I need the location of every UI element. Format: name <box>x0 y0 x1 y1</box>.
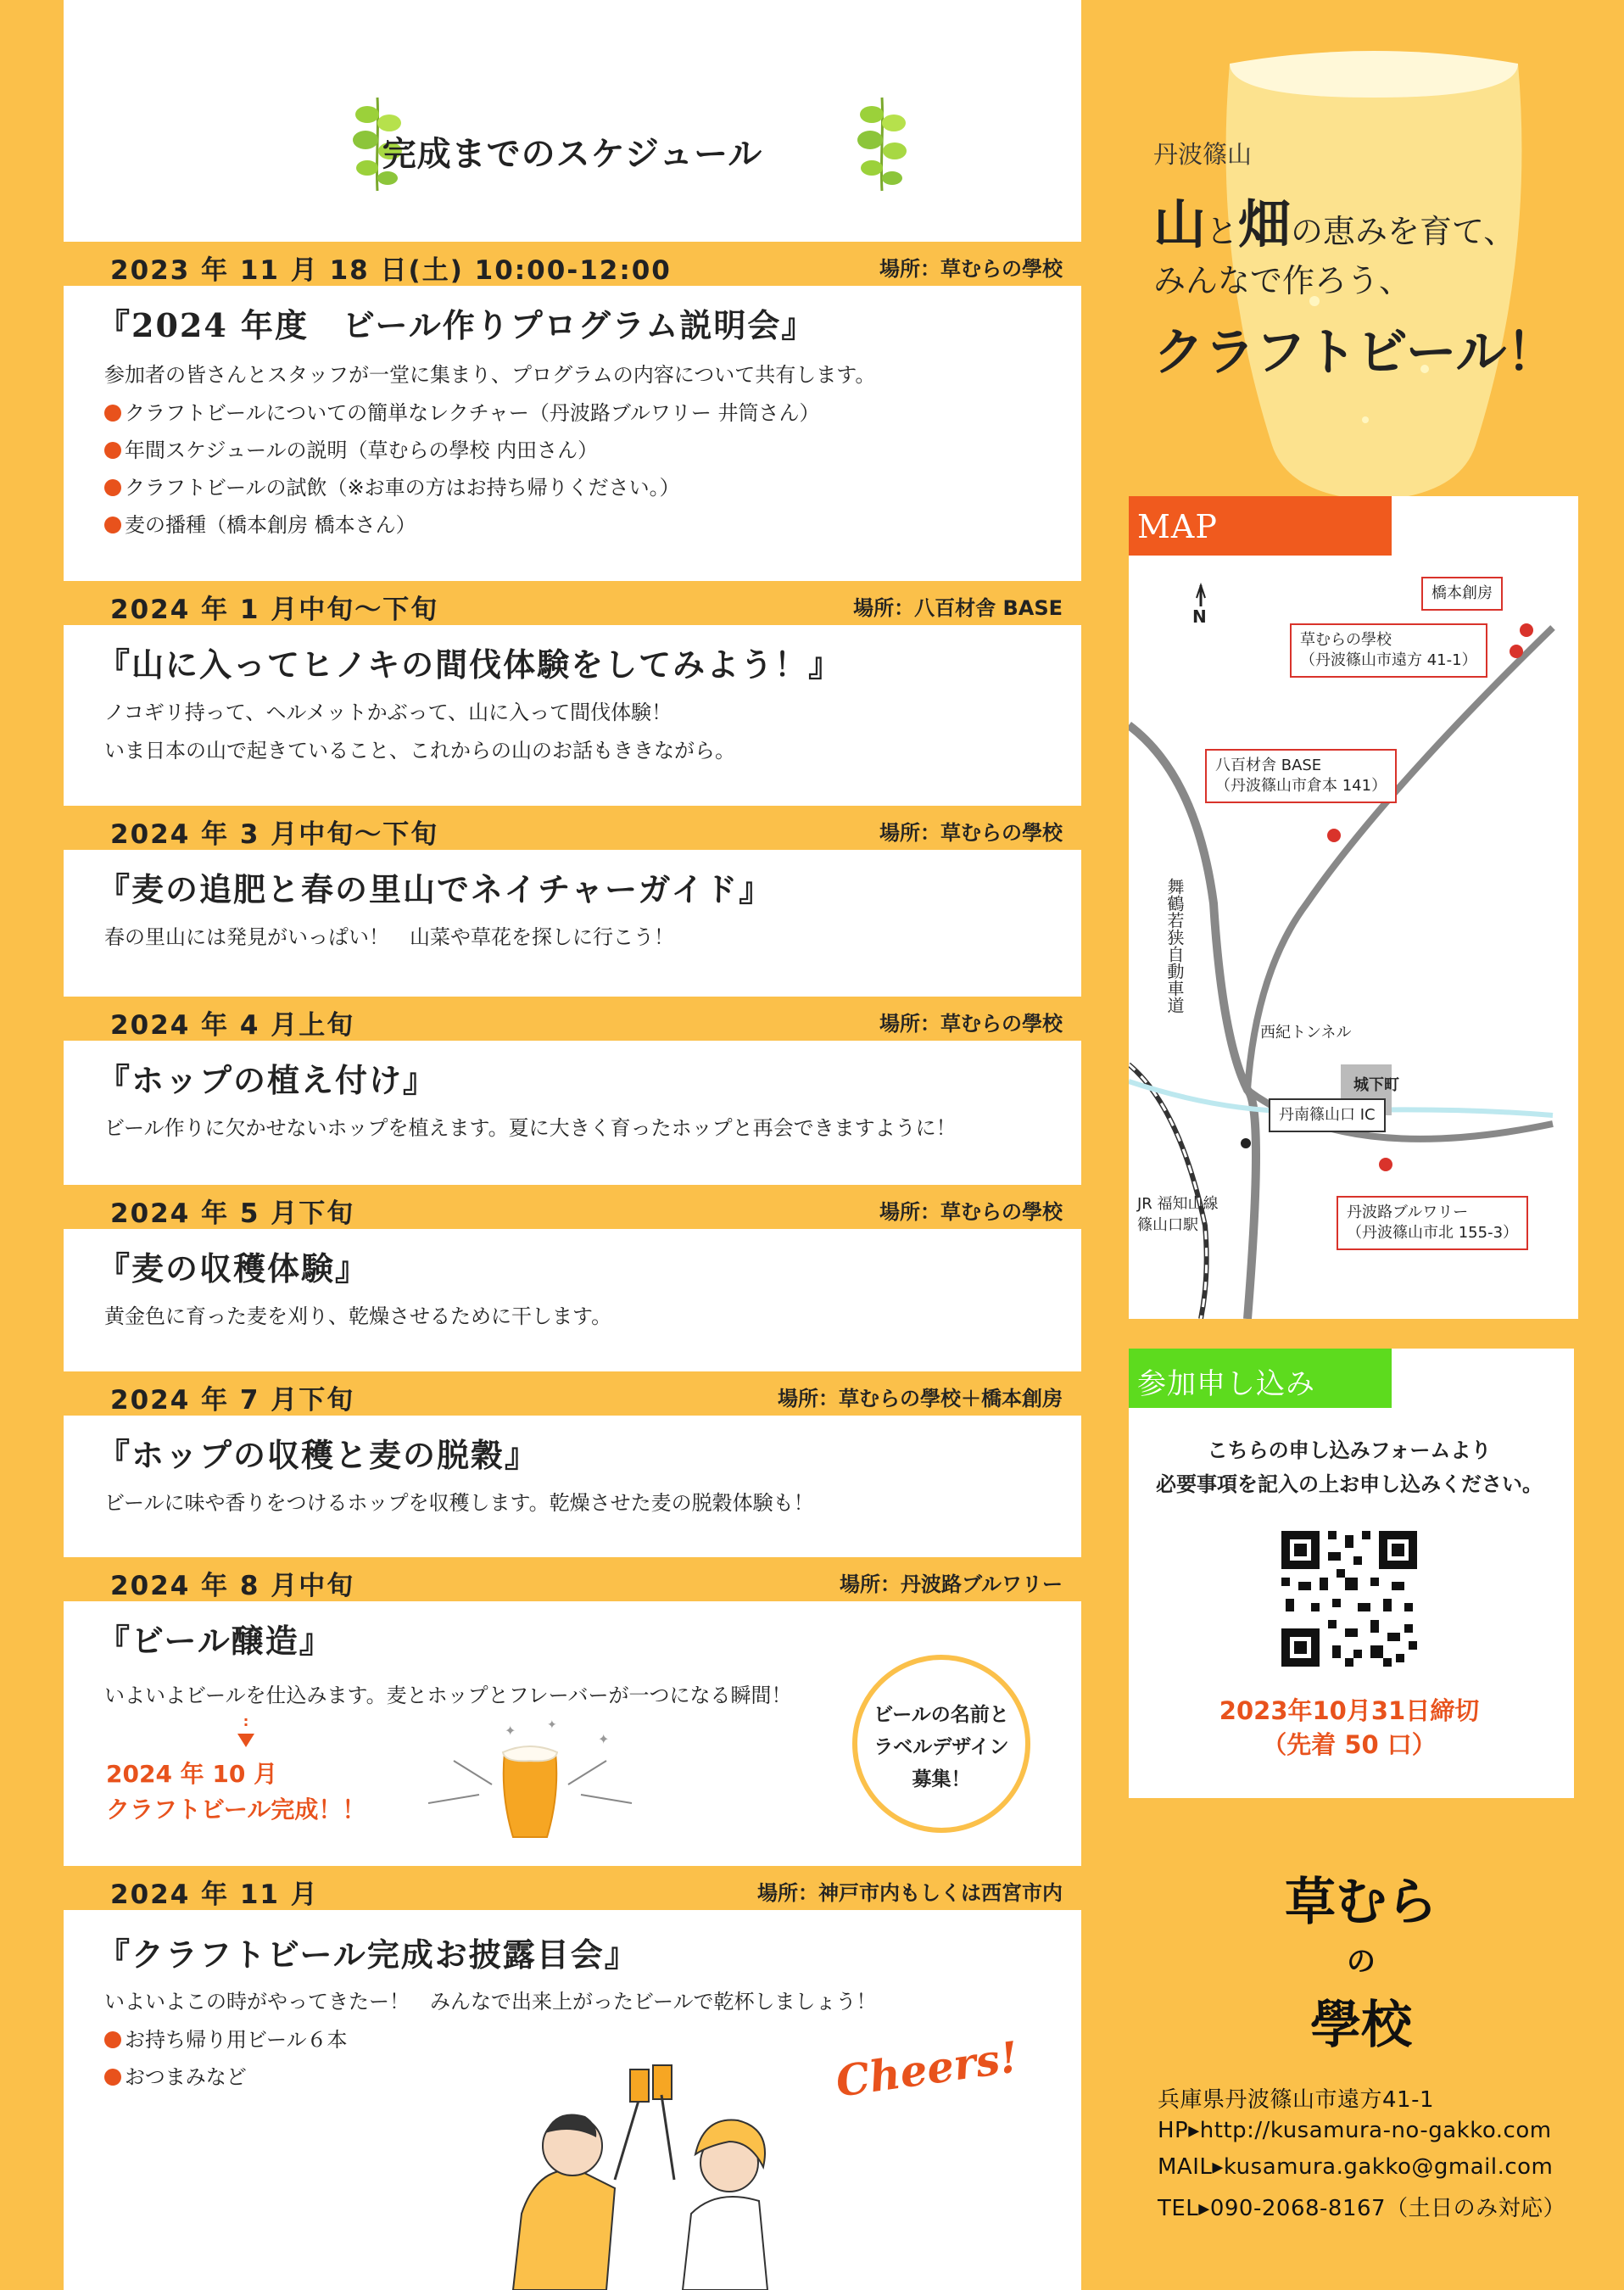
schedule-item <box>64 1557 1081 1863</box>
cheers-text: Cheers! <box>832 2031 1022 2107</box>
map-card <box>1129 496 1578 1319</box>
completion-date: 2024 年 10 月 <box>106 1760 278 1788</box>
map-pin-icon <box>1327 829 1341 842</box>
map-pin-icon <box>1510 645 1523 658</box>
circle-line: 募集！ <box>912 1768 971 1790</box>
bullet-item: おつまみなど <box>104 2060 247 2090</box>
brand-name-1: 草むら <box>1285 1873 1437 1932</box>
event-title: 『ビール醸造』 <box>98 1622 333 1660</box>
event-place: 場所：草むらの學校 <box>879 257 1063 281</box>
hero-subtitle: 丹波篠山 <box>1153 140 1253 169</box>
event-date: 2024 年 1 月中旬〜下旬 <box>110 595 439 625</box>
event-title: 『2024 年度 ビール作りプログラム説明会』 <box>98 306 816 344</box>
place-label-kusamura: 草むらの學校 （丹波篠山市遠方 41-1） <box>1290 623 1487 678</box>
town-label: 城下町 <box>1353 1076 1399 1094</box>
svg-text:✦: ✦ <box>505 1723 516 1739</box>
date-bar <box>64 806 1081 850</box>
bullet-item: クラフトビールについての簡単なレクチャー（丹波路ブルワリー 井筒さん） <box>104 396 820 426</box>
event-date: 2024 年 5 月下旬 <box>110 1198 355 1229</box>
event-description: ビールに味や香りをつけるホップを収穫します。乾燥させた麦の脱穀体験も！ <box>104 1491 814 1515</box>
event-title: 『麦の収穫体験』 <box>98 1249 370 1287</box>
apply-limit: （先着 50 口） <box>1262 1730 1437 1759</box>
schedule-header <box>64 93 1081 204</box>
station-label-1: JR 福知山線 <box>1137 1195 1219 1213</box>
event-date: 2024 年 11 月 <box>110 1879 319 1910</box>
apply-card <box>1129 1349 1574 1798</box>
completion-note: クラフトビール完成！！ <box>106 1796 366 1824</box>
bullet-dot-icon <box>104 479 121 496</box>
bullet-item: 麦の播種（橋本創房 橋本さん） <box>104 508 416 538</box>
tunnel-label: 西紀トンネル <box>1260 1024 1352 1042</box>
contact-address: 兵庫県丹波篠山市遠方41-1 <box>1158 2087 1435 2113</box>
contact-mail[interactable]: MAIL▸kusamura.gakko@gmail.com <box>1158 2154 1554 2180</box>
date-bar <box>64 1866 1081 1910</box>
schedule-item <box>64 997 1081 1183</box>
brand-name-3: 學校 <box>1310 1996 1412 2055</box>
event-place: 場所：神戸市内もしくは西宮市内 <box>757 1881 1063 1905</box>
qr-code-icon[interactable] <box>1277 1527 1421 1671</box>
bullet-item: クラフトビールの試飲（※お車の方はお持ち帰りください。） <box>104 471 680 500</box>
event-description: 参加者の皆さんとスタッフが一堂に集まり、プログラムの内容について共有します。 <box>104 363 876 387</box>
brand-name-2: の <box>1347 1945 1376 1979</box>
bullet-item: お持ち帰り用ビール６本 <box>104 2023 348 2053</box>
schedule-item <box>64 1185 1081 1371</box>
date-bar <box>64 1557 1081 1601</box>
page-title: 完成までのスケジュール <box>382 135 763 174</box>
event-description: いよいよこの時がやってきたー！ みんなで出来上がったビールで乾杯しましょう！ <box>104 1990 877 2014</box>
bullet-dot-icon <box>104 2069 121 2086</box>
right-column <box>1115 0 1607 2290</box>
date-bar <box>64 1185 1081 1229</box>
event-place: 場所：八百材舎 BASE <box>853 596 1063 620</box>
event-description: いま日本の山で起きていること、これからの山のお話もききながら。 <box>104 739 735 762</box>
event-place: 場所：草むらの學校 <box>879 1200 1063 1224</box>
place-label-hashimoto: 橋本創房 <box>1421 577 1503 611</box>
schedule-item <box>64 1371 1081 1558</box>
beer-glass-icon <box>420 1710 640 1846</box>
event-title: 『ホップの植え付け』 <box>98 1061 438 1099</box>
svg-text:✦: ✦ <box>547 1718 557 1732</box>
leaf-sprig-icon <box>848 93 916 195</box>
place-label-yaozaisha: 八百材舎 BASE （丹波篠山市倉本 141） <box>1205 749 1397 803</box>
apply-tab: 参加申し込み <box>1129 1349 1392 1408</box>
apply-deadline: 2023年10月31日締切 <box>1219 1696 1480 1725</box>
event-date: 2024 年 7 月下旬 <box>110 1385 355 1416</box>
map-tab: MAP <box>1129 496 1392 556</box>
bullet-item: 年間スケジュールの説明（草むらの學校 内田さん） <box>104 433 598 463</box>
event-title: 『クラフトビール完成お披露目会』 <box>98 1935 639 1974</box>
arrow-down-icon <box>233 1717 259 1751</box>
schedule-item <box>64 581 1081 802</box>
event-title: 『麦の追肥と春の里山でネイチャーガイド』 <box>98 870 773 908</box>
highway-label: 舞鶴若狭自動車道 <box>1164 878 1185 1014</box>
event-place: 場所：草むらの學校 <box>879 821 1063 845</box>
map-pin-icon <box>1520 623 1533 637</box>
contact-hp[interactable]: HP▸http://kusamura-no-gakko.com <box>1158 2118 1552 2143</box>
event-title: 『ホップの収穫と麦の脱穀』 <box>98 1436 539 1474</box>
event-date: 2024 年 8 月中旬 <box>110 1571 355 1601</box>
event-description: ビール作りに欠かせないホップを植えます。夏に大きく育ったホップと再会できますように！ <box>104 1116 957 1140</box>
event-description: 春の里山には発見がいっぱい！ 山菜や草花を探しに行こう！ <box>104 925 674 949</box>
people-toasting-illustration <box>488 2019 827 2290</box>
circle-line: ラベルデザイン <box>873 1736 1009 1758</box>
date-bar <box>64 242 1081 286</box>
map-pin-icon <box>1379 1158 1392 1171</box>
event-description: 黄金色に育った麦を刈り、乾燥させるために干します。 <box>104 1304 612 1328</box>
circle-line: ビールの名前と <box>873 1704 1009 1726</box>
schedule-item <box>64 806 1081 992</box>
schedule-panel <box>64 0 1081 2290</box>
event-title: 『山に入ってヒノキの間伐体験をしてみよう！』 <box>98 645 843 684</box>
north-label: N <box>1192 606 1207 627</box>
bullet-dot-icon <box>104 405 121 422</box>
event-place: 場所：草むらの學校＋橋本創房 <box>778 1387 1063 1410</box>
apply-instruction-1: こちらの申し込みフォームより <box>1207 1438 1492 1462</box>
event-description: いよいよビールを仕込みます。麦とホップとフレーバーが一つになる瞬間！ <box>104 1684 792 1707</box>
date-bar <box>64 1371 1081 1416</box>
station-label-2: 篠山口駅 <box>1137 1216 1198 1234</box>
event-date: 2024 年 4 月上旬 <box>110 1010 355 1041</box>
date-bar <box>64 997 1081 1041</box>
hero-line-3: クラフトビール！ <box>1153 323 1558 383</box>
date-bar <box>64 581 1081 625</box>
bullet-dot-icon <box>104 442 121 459</box>
event-date: 2023 年 11 月 18 日(土) 10:00-12:00 <box>110 255 672 286</box>
event-place: 場所：草むらの學校 <box>879 1012 1063 1036</box>
bullet-dot-icon <box>104 517 121 533</box>
design-callout-circle <box>852 1655 1030 1833</box>
ic-pin-icon <box>1241 1138 1251 1148</box>
hero-line-2: みんなで作ろう、 <box>1153 262 1412 299</box>
schedule-item <box>64 1866 1081 2290</box>
bullet-dot-icon <box>104 2031 121 2048</box>
event-description: ノコギリ持って、ヘルメットかぶって、山に入って間伐体験！ <box>104 701 672 724</box>
hero-line-1: 山と畑の恵みを育て、 <box>1153 193 1516 255</box>
event-place: 場所：丹波路ブルワリー <box>839 1572 1063 1596</box>
contact-tel: TEL▸090-2068-8167（土日のみ対応） <box>1158 2196 1566 2221</box>
schedule-item <box>64 242 1081 581</box>
apply-instruction-2: 必要事項を記入の上お申し込みください。 <box>1156 1472 1543 1496</box>
svg-text:✦: ✦ <box>598 1731 610 1747</box>
place-label-brewery: 丹波路ブルワリー （丹波篠山市北 155-3） <box>1337 1196 1528 1250</box>
event-date: 2024 年 3 月中旬〜下旬 <box>110 819 439 850</box>
ic-label: 丹南篠山口 IC <box>1269 1098 1386 1132</box>
